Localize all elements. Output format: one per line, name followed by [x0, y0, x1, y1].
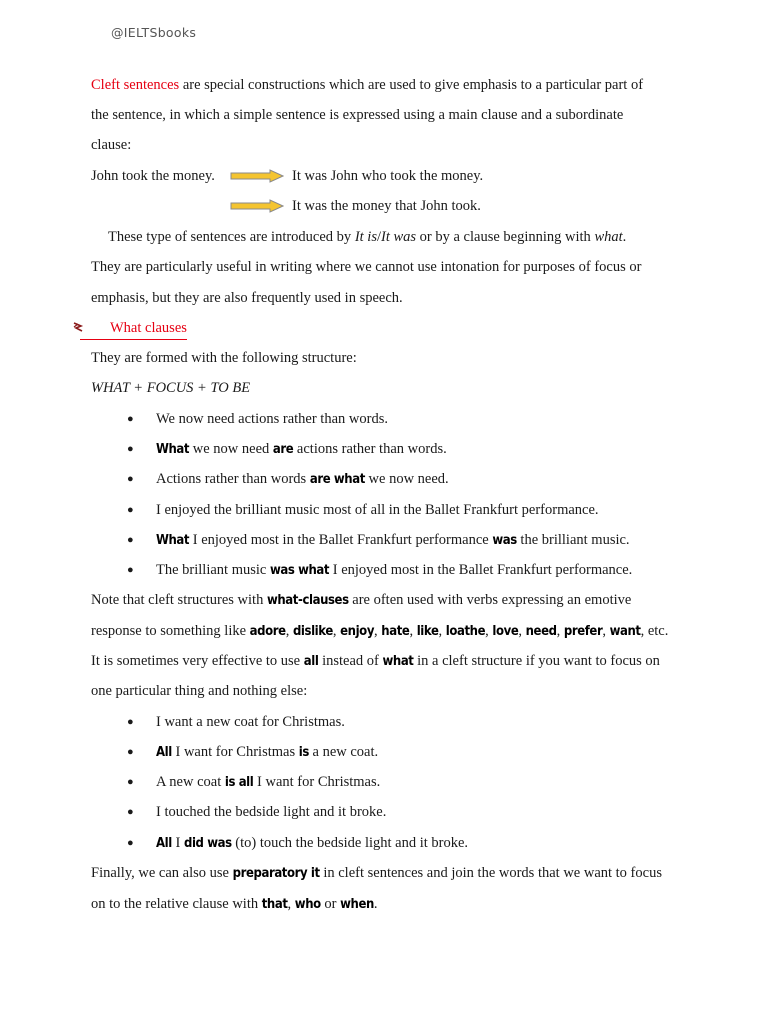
cleft-sentences-term: Cleft sentences	[91, 77, 180, 93]
bullet-dot: ●	[127, 564, 134, 576]
structure-formula: WHAT + FOCUS + TO BE	[91, 380, 251, 396]
list-item	[156, 560, 632, 581]
bold-word: are what	[309, 472, 365, 487]
intro-line-1	[91, 75, 643, 95]
note-text: , etc.	[640, 623, 669, 639]
it-was-italic: It was	[381, 229, 417, 245]
emotive-verb: adore	[249, 624, 286, 639]
final-line-1	[91, 863, 662, 884]
emotive-verb: dislike	[292, 624, 333, 639]
item-text: The brilliant music	[156, 562, 270, 578]
bold-word: was what	[269, 563, 330, 578]
item-text: I want for Christmas	[171, 744, 299, 760]
verb-separator: ,	[556, 623, 564, 639]
note-text: are often used with verbs expressing an emotive	[348, 592, 632, 608]
bold-word: did was	[183, 836, 232, 851]
bold-word: preparatory it	[232, 866, 320, 881]
example-2: It was the money that John took.	[292, 198, 481, 214]
emotive-verb: loathe	[445, 624, 486, 639]
bullet-dot: ●	[127, 746, 134, 758]
example-1: It was John who took the money.	[292, 168, 484, 184]
emotive-verb: prefer	[563, 624, 603, 639]
decorative-bullet-icon	[72, 321, 84, 333]
verb-separator: ,	[374, 623, 382, 639]
list-item	[156, 530, 630, 551]
bullet-dot: ●	[127, 806, 134, 818]
structure-intro: They are formed with the following structure:	[91, 350, 357, 366]
bold-word: What	[156, 533, 190, 548]
bold-word: when	[340, 897, 374, 912]
verb-separator: ,	[438, 623, 446, 639]
verb-separator: ,	[332, 623, 341, 639]
bold-word: is all	[224, 775, 254, 790]
intro-text: are special constructions which are used to give emphasis to a particular part of	[179, 77, 644, 93]
list-item: I touched the bedside light and it broke.	[156, 804, 387, 820]
para-text: in cleft sentences and join the words that we want to focus	[319, 865, 662, 881]
emotive-verb: like	[416, 624, 439, 639]
emotive-verb: hate	[381, 624, 410, 639]
bullet-dot: ●	[127, 443, 134, 455]
list-item: We now need actions rather than words.	[156, 411, 388, 427]
para-text: .	[622, 229, 627, 245]
verb-separator: ,	[409, 623, 417, 639]
item-text: I want for Christmas.	[253, 774, 381, 790]
para-text: It is sometimes very effective to use	[91, 653, 304, 669]
item-text: Actions rather than words	[156, 471, 310, 487]
note-text: Note that cleft structures with	[91, 592, 267, 608]
final-line-2	[91, 894, 378, 915]
bullet-dot: ●	[127, 837, 134, 849]
bullet-dot: ●	[127, 716, 134, 728]
verb-separator: ,	[602, 623, 610, 639]
item-text: I	[171, 835, 184, 851]
note-line-2	[91, 621, 668, 642]
para-text: or	[320, 896, 341, 912]
it-is-italic: It is	[354, 229, 377, 245]
para-line-1	[108, 227, 626, 247]
list-item	[156, 469, 449, 490]
emotive-verb: love	[492, 624, 519, 639]
intro-line-2: the sentence, in which a simple sentence is expressed using a main clause and a subordinate	[91, 107, 624, 123]
emotive-verb: need	[525, 624, 557, 639]
bold-word: are	[272, 442, 294, 457]
arrow-icon	[230, 169, 284, 183]
bullet-dot: ●	[127, 473, 134, 485]
item-text: (to) touch the bedside light and it broke.	[231, 835, 469, 851]
para-line-3: emphasis, but they are also frequently used in speech.	[91, 290, 403, 306]
list-item	[156, 833, 468, 854]
para-text: or by a clause beginning with	[416, 229, 595, 245]
note-text: response to something like	[91, 623, 250, 639]
list-item	[156, 742, 378, 763]
intro-line-3: clause:	[91, 137, 132, 153]
emotive-verbs-list	[250, 623, 641, 639]
item-text: I enjoyed most in the Ballet Frankfurt performance	[189, 532, 493, 548]
bullet-dot: ●	[127, 413, 134, 425]
bold-word: All	[156, 836, 172, 851]
example-source: John took the money.	[91, 168, 215, 184]
para-text: on to the relative clause with	[91, 896, 262, 912]
bold-word: all	[303, 654, 319, 669]
bold-word: what-clauses	[266, 593, 349, 608]
verb-separator: ,	[285, 623, 293, 639]
item-text: the brilliant music.	[516, 532, 630, 548]
list-item: I enjoyed the brilliant music most of all in the Ballet Frankfurt performance.	[156, 502, 599, 518]
bullet-dot: ●	[127, 534, 134, 546]
all-para-line-2: one particular thing and nothing else:	[91, 683, 308, 699]
item-text: a new coat.	[308, 744, 379, 760]
list-item	[156, 772, 380, 793]
slash: /	[376, 229, 381, 245]
item-text: A new coat	[156, 774, 225, 790]
arrow-icon	[230, 199, 284, 213]
para-text: .	[373, 896, 378, 912]
bold-word: All	[156, 745, 172, 760]
list-item: I want a new coat for Christmas.	[156, 714, 345, 730]
what-italic: what	[594, 229, 623, 245]
item-text: actions rather than words.	[293, 441, 447, 457]
item-text: we now need	[189, 441, 273, 457]
item-text: we now need.	[364, 471, 449, 487]
bold-word: What	[156, 442, 190, 457]
bold-word: was	[492, 533, 517, 548]
bullet-dot: ●	[127, 504, 134, 516]
bold-word: who	[294, 897, 321, 912]
all-para-line-1	[91, 651, 660, 672]
para-text: These type of sentences are introduced by	[108, 229, 355, 245]
list-item	[156, 439, 447, 460]
item-text: I enjoyed most in the Ballet Frankfurt performance.	[329, 562, 633, 578]
para-line-2: They are particularly useful in writing where we cannot use intonation for purposes of focus or	[91, 259, 642, 275]
bold-word: what	[382, 654, 414, 669]
section-title: What clauses	[110, 320, 187, 336]
emotive-verb: want	[609, 624, 641, 639]
bullet-dot: ●	[127, 776, 134, 788]
section-underline	[80, 339, 187, 340]
para-text: in a cleft structure if you want to focus on	[413, 653, 660, 669]
bold-word: that	[261, 897, 288, 912]
verb-separator: ,	[485, 623, 493, 639]
para-text: ,	[287, 896, 295, 912]
emotive-verb: enjoy	[340, 624, 375, 639]
verb-separator: ,	[518, 623, 526, 639]
para-text: instead of	[318, 653, 383, 669]
bold-word: is	[298, 745, 309, 760]
note-line-1	[91, 590, 631, 611]
para-text: Finally, we can also use	[91, 865, 233, 881]
watermark-header: @IELTSbooks	[111, 25, 197, 40]
